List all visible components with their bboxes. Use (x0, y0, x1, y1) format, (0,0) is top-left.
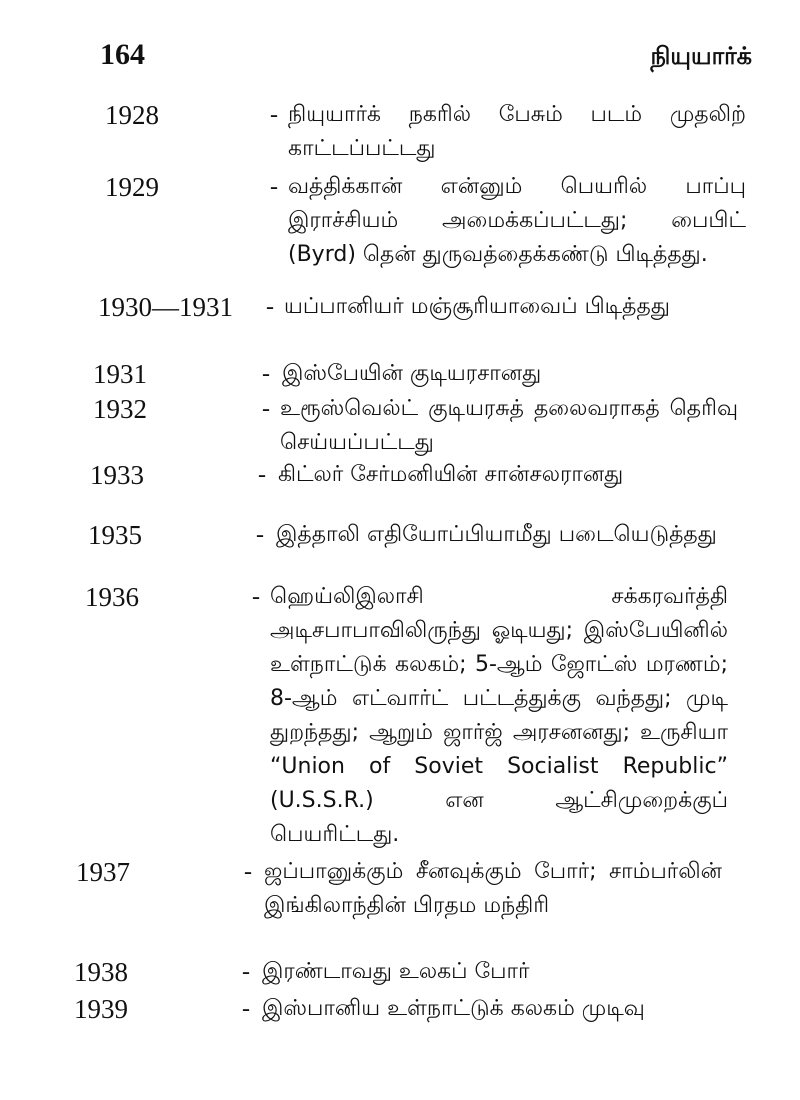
entry-year: 1928 (105, 100, 159, 130)
entry-year: 1932 (93, 394, 147, 424)
entry-text: ஜப்பானுக்கும் சீனவுக்கும் போர்; சாம்பர்லின் இங்கிலாந்தின் பிரதம மந்திரி (264, 859, 722, 918)
entry-year: 1938 (74, 957, 128, 987)
entry-text: நியுயார்க் நகரில் பேசும் படம் முதலிற் காட்டப்பட்டது (288, 102, 746, 161)
entry-dash: - (252, 584, 260, 610)
entry-dash: - (258, 462, 266, 488)
entry-text: இரண்டாவது உலகப் போர் (262, 959, 530, 984)
entry-dash: - (270, 102, 278, 128)
entry-year: 1936 (85, 582, 139, 612)
entry-dash: - (256, 522, 264, 548)
entry-text: இஸ்பேயின் குடியரசானது (282, 361, 542, 386)
entry-year: 1939 (74, 994, 128, 1024)
entry-year: 1937 (76, 857, 130, 887)
entry-text: உரூஸ்வெல்ட் குடியரசுத் தலைவராகத் தெரிவு செய்யப்பட்டது (280, 396, 738, 455)
entry-dash: - (262, 396, 270, 422)
entry-year: 1933 (90, 460, 144, 490)
entry-text: யப்பானியர் மஞ்சூரியாவைப் பிடித்தது (284, 294, 670, 319)
entry-dash: - (242, 996, 250, 1022)
entry-text: இஸ்பானிய உள்நாட்டுக் கலகம் முடிவு (262, 996, 645, 1021)
entry-year: 1931 (93, 359, 147, 389)
entry-dash: - (266, 294, 274, 320)
entry-text: வத்திக்கான் என்னும் பெயரில் பாப்பு இராச்சியம் அமைக்கப்பட்டது; பைபிட் (Byrd) தென் துருவத்தைக்கண்டு பிடித்தது. (288, 174, 746, 267)
page-header (0, 38, 800, 88)
entry-dash: - (242, 959, 250, 985)
entry-year: 1930—1931 (98, 292, 233, 322)
entry-dash: - (262, 361, 270, 387)
entry-text: ஹெய்லிஇலாசி சக்கரவர்த்தி அடிசபாபாவிலிருந்து ஓடியது; இஸ்பேயினில் உள்நாட்டுக் கலகம்; 5-ஆம் ஜோட்ஸ் மரணம்; 8-ஆம் எட்வார்ட் பட்டத்துக்கு வந்தது; முடி துறந்தது; ஆறும் ஜார்ஜ் அரசனனது; உருசியா “Union of Soviet Socialist Republic” (U.S.S.R.) என ஆட்சிமுறைக்குப் பெயரிட்டது. (270, 584, 728, 847)
entry-year: 1935 (88, 520, 142, 550)
page-number: 164 (100, 38, 145, 71)
entry-year: 1929 (105, 172, 159, 202)
entry-text: கிட்லர் சேர்மனியின் சான்சலரானது (278, 462, 624, 487)
entry-dash: - (270, 174, 278, 200)
entry-dash: - (244, 859, 252, 885)
entry-text: இத்தாலி எதியோப்பியாமீது படையெடுத்தது (276, 522, 717, 547)
running-head: நியுயார்க் (650, 42, 752, 70)
